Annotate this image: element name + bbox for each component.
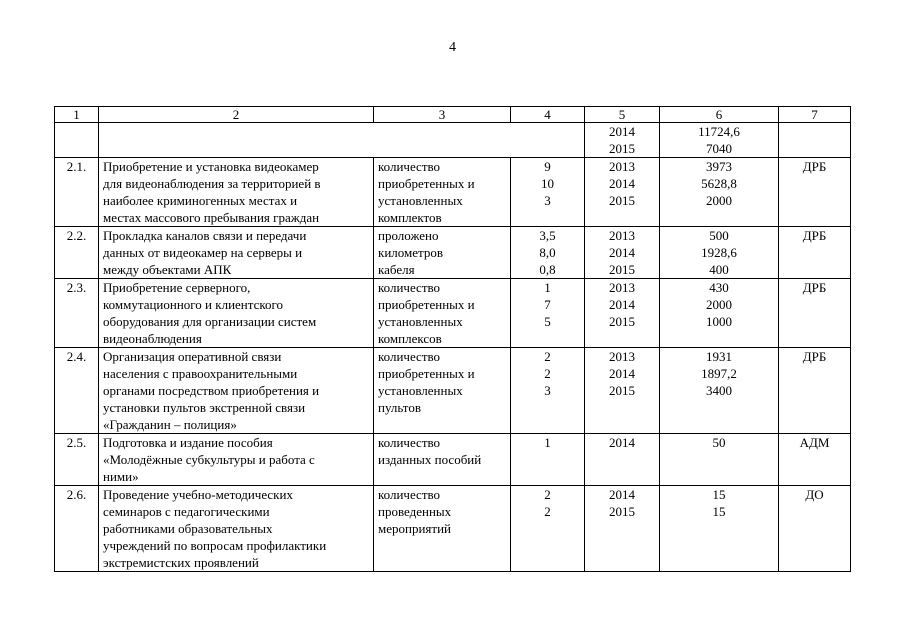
executor-cell: АДМ [779, 434, 851, 486]
amount: 3973 [706, 159, 732, 174]
value: 2 [544, 349, 551, 364]
amount: 15 [712, 504, 726, 519]
value: 1 [544, 435, 551, 450]
value: 0,8 [539, 262, 556, 277]
description-line: Прокладка каналов связи и передачи [103, 228, 307, 243]
indicator-cell [374, 486, 511, 572]
years-cell [585, 348, 660, 434]
indicator-line: количество [378, 349, 441, 364]
indicator-line: пультов [378, 400, 421, 415]
description-cell [99, 434, 374, 486]
indicator-line: изданных пособий [378, 452, 482, 467]
description-line: данных от видеокамер на серверы и [103, 245, 303, 260]
description-line: установки пультов экстренной связи [103, 400, 306, 415]
year: 2015 [609, 193, 635, 208]
years-cell [585, 123, 660, 158]
values-cell [511, 227, 585, 279]
indicator-line: приобретенных и [378, 176, 475, 191]
description-line: Приобретение и установка видеокамер [103, 159, 319, 174]
value: 2 [544, 487, 551, 502]
amount: 430 [709, 280, 729, 295]
indicator-cell [374, 158, 511, 227]
row-number: 2.6. [55, 486, 99, 572]
amount: 11724,6 [698, 124, 740, 139]
years-cell [585, 158, 660, 227]
description-line: местах массового пребывания граждан [103, 210, 320, 225]
year: 2013 [609, 349, 635, 364]
amounts-cell [660, 123, 779, 158]
indicator-line: количество [378, 159, 441, 174]
indicator-line: километров [378, 245, 443, 260]
value: 3,5 [539, 228, 556, 243]
executor-cell: ДРБ [779, 227, 851, 279]
amount: 1897,2 [701, 366, 737, 381]
description-line: коммутационного и клиентского [103, 297, 284, 312]
description-line: учреждений по вопросам профилактики [103, 538, 327, 553]
description-line: ними» [103, 469, 139, 484]
value: 3 [544, 383, 551, 398]
indicator-line: количество [378, 280, 441, 295]
table-row [55, 227, 851, 279]
description-line: Подготовка и издание пособия [103, 435, 273, 450]
empty-cell [99, 123, 585, 158]
indicator-line: комплексов [378, 331, 442, 346]
indicator-line: установленных [378, 193, 463, 208]
row-number: 2.5. [55, 434, 99, 486]
column-header: 6 [660, 107, 779, 123]
years-cell [585, 227, 660, 279]
indicator-line: кабеля [378, 262, 415, 277]
amount: 2000 [706, 297, 732, 312]
indicator-line: установленных [378, 314, 463, 329]
amount: 400 [709, 262, 729, 277]
years-cell [585, 434, 660, 486]
description-line: для видеонаблюдения за территорией в [103, 176, 321, 191]
executor-cell: ДРБ [779, 158, 851, 227]
amounts-cell [660, 486, 779, 572]
indicator-cell [374, 227, 511, 279]
indicator-cell [374, 348, 511, 434]
amounts-cell [660, 227, 779, 279]
year: 2014 [609, 176, 635, 191]
table-row [55, 279, 851, 348]
description-line: между объектами АПК [103, 262, 232, 277]
column-header: 1 [55, 107, 99, 123]
indicator-line: количество [378, 487, 441, 502]
amounts-cell [660, 279, 779, 348]
table-row [55, 158, 851, 227]
row-number: 2.4. [55, 348, 99, 434]
indicator-line: мероприятий [378, 521, 451, 536]
value: 1 [544, 280, 551, 295]
executor-cell: ДРБ [779, 279, 851, 348]
amounts-cell [660, 434, 779, 486]
amount: 1928,6 [701, 245, 737, 260]
description-cell [99, 348, 374, 434]
year: 2013 [609, 280, 635, 295]
year: 2013 [609, 228, 635, 243]
description-line: органами посредством приобретения и [103, 383, 320, 398]
indicator-line: установленных [378, 383, 463, 398]
row-number: 2.2. [55, 227, 99, 279]
year: 2014 [609, 245, 635, 260]
values-cell [511, 348, 585, 434]
values-cell [511, 279, 585, 348]
year: 2014 [609, 297, 635, 312]
year: 2015 [609, 504, 635, 519]
column-header: 2 [99, 107, 374, 123]
year: 2014 [609, 366, 635, 381]
description-line: видеонаблюдения [103, 331, 202, 346]
description-line: Организация оперативной связи [103, 349, 282, 364]
value: 2 [544, 504, 551, 519]
table-body [55, 107, 851, 572]
indicator-line: количество [378, 435, 441, 450]
indicator-cell [374, 434, 511, 486]
year: 2015 [609, 141, 635, 156]
indicator-line: проложено [378, 228, 439, 243]
table-row [55, 348, 851, 434]
description-line: «Молодёжные субкультуры и работа с [103, 452, 315, 467]
column-header: 7 [779, 107, 851, 123]
row-number: 2.3. [55, 279, 99, 348]
year: 2014 [609, 435, 635, 450]
column-header: 5 [585, 107, 660, 123]
indicator-line: комплектов [378, 210, 442, 225]
years-cell [585, 486, 660, 572]
description-line: Приобретение серверного, [103, 280, 251, 295]
values-cell [511, 158, 585, 227]
empty-cell [779, 123, 851, 158]
year: 2015 [609, 383, 635, 398]
amount: 1931 [706, 349, 732, 364]
indicator-line: приобретенных и [378, 297, 475, 312]
empty-cell [55, 123, 99, 158]
description-cell [99, 486, 374, 572]
executor-cell: ДРБ [779, 348, 851, 434]
page-number: 4 [449, 40, 456, 55]
table-row [55, 486, 851, 572]
row-number: 2.1. [55, 158, 99, 227]
values-cell [511, 434, 585, 486]
year: 2015 [609, 262, 635, 277]
indicator-line: проведенных [378, 504, 452, 519]
value: 10 [541, 176, 554, 191]
amount: 50 [712, 435, 726, 450]
description-line: наиболее криминогенных местах и [103, 193, 298, 208]
amount: 7040 [706, 141, 732, 156]
description-line: семинаров с педагогическими [103, 504, 270, 519]
value: 9 [544, 159, 551, 174]
value: 7 [544, 297, 551, 312]
year: 2013 [609, 159, 635, 174]
description-line: населения с правоохранительными [103, 366, 298, 381]
description-line: работниками образовательных [103, 521, 273, 536]
amount: 2000 [706, 193, 732, 208]
description-line: экстремистских проявлений [103, 555, 259, 570]
column-number-row [55, 107, 851, 123]
years-cell [585, 279, 660, 348]
indicator-line: приобретенных и [378, 366, 475, 381]
year: 2014 [609, 124, 635, 139]
year: 2015 [609, 314, 635, 329]
value: 5 [544, 314, 551, 329]
continuation-row [55, 123, 851, 158]
program-table [54, 106, 851, 572]
amount: 15 [712, 487, 726, 502]
amount: 1000 [706, 314, 732, 329]
amount: 500 [709, 228, 729, 243]
description-cell [99, 158, 374, 227]
value: 2 [544, 366, 551, 381]
description-line: Проведение учебно-методических [103, 487, 293, 502]
column-header: 3 [374, 107, 511, 123]
description-cell [99, 279, 374, 348]
executor-cell: ДО [779, 486, 851, 572]
description-cell [99, 227, 374, 279]
value: 8,0 [539, 245, 556, 260]
description-line: оборудования для организации систем [103, 314, 317, 329]
amount: 3400 [706, 383, 732, 398]
values-cell [511, 486, 585, 572]
amounts-cell [660, 348, 779, 434]
table-row [55, 434, 851, 486]
description-line: «Гражданин – полиция» [103, 417, 237, 432]
amounts-cell [660, 158, 779, 227]
value: 3 [544, 193, 551, 208]
indicator-cell [374, 279, 511, 348]
amount: 5628,8 [701, 176, 737, 191]
column-header: 4 [511, 107, 585, 123]
year: 2014 [609, 487, 635, 502]
